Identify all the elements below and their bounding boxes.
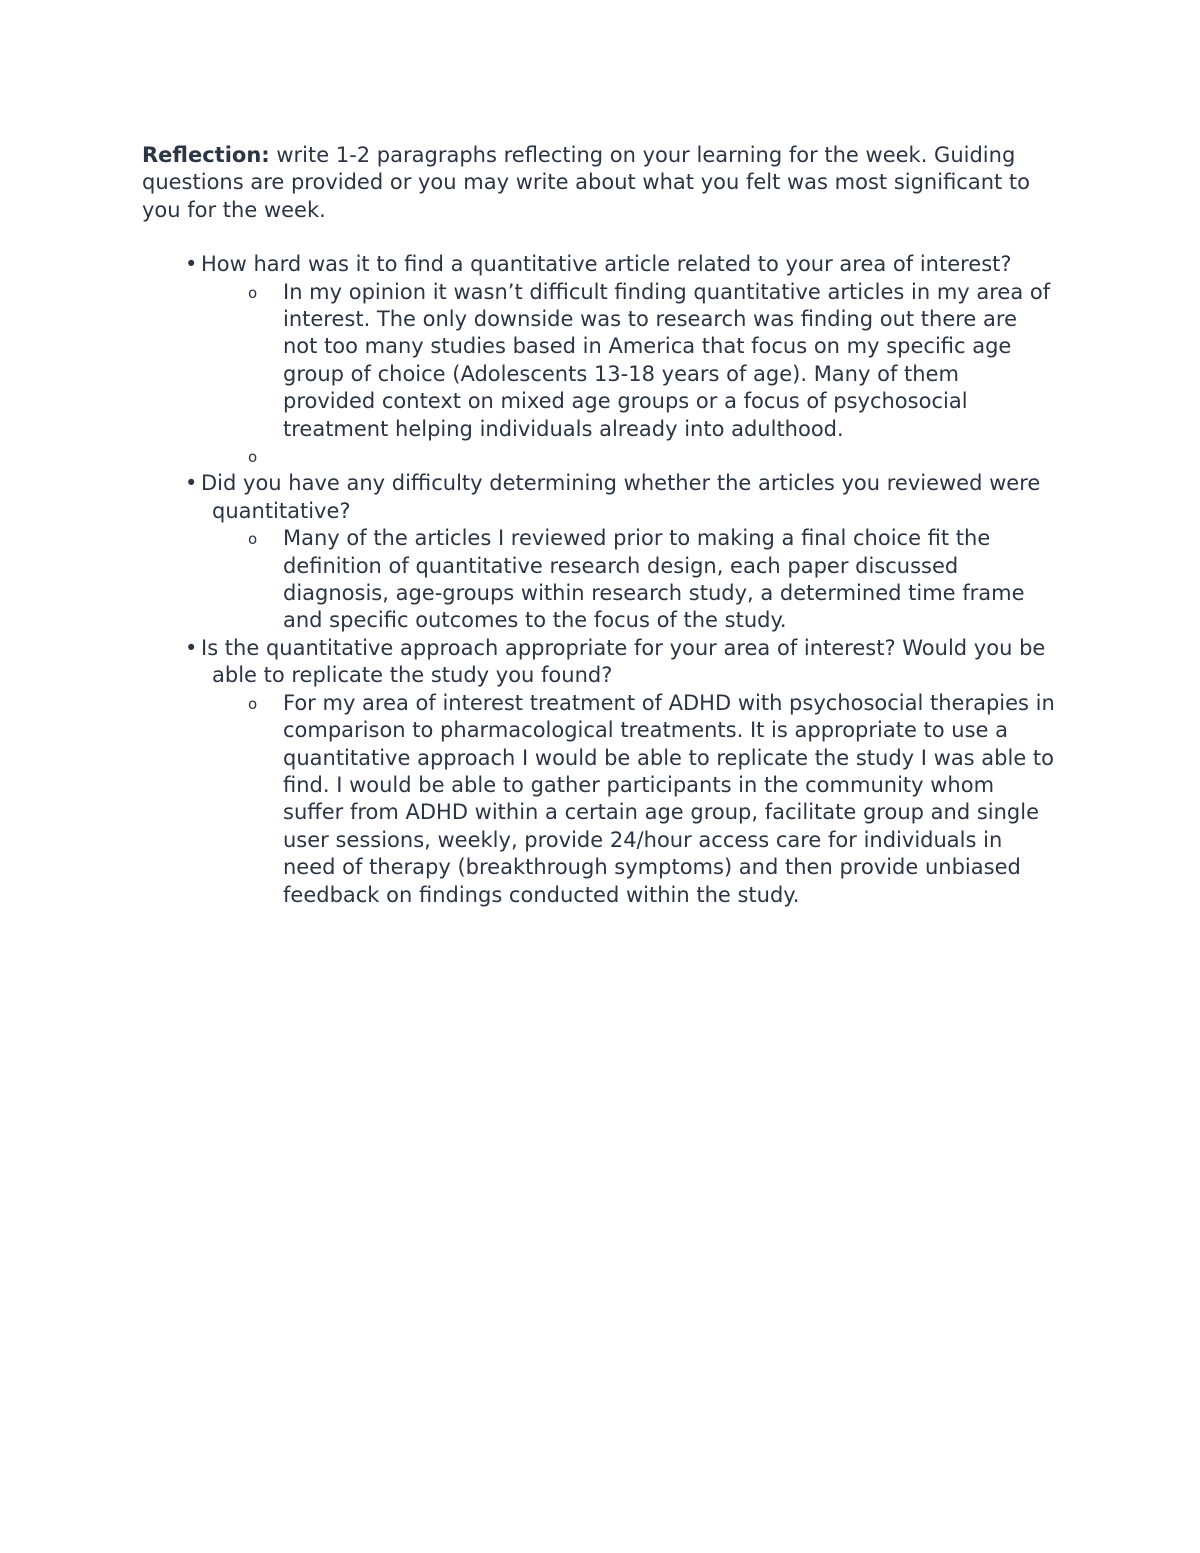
- answer-text: For my area of interest treatment of ADHD with psychosocial therapies in comparison to pharmacological treatments. It is appropriate to use a quantitative approach I would be able to replicate the study I was able to find. I would be able to gather participants in the community whom suffer from ADHD within a certain age group, facilitate group and single user sessions, weekly, provide 24/hour access care for individuals in need of therapy (breakthrough symptoms) and then provide unbiased feedback on findings conducted within the study.: [283, 690, 1055, 907]
- question-item: [142, 470, 1057, 525]
- empty-answer-item: [142, 443, 1057, 470]
- bullet-icon: •: [185, 635, 198, 660]
- circle-bullet-icon: o: [248, 694, 258, 713]
- document-body: [142, 142, 1057, 909]
- reflection-intro: [142, 142, 1057, 224]
- answer-item: [142, 279, 1057, 443]
- question-text: How hard was it to find a quantitative article related to your area of interest?: [201, 252, 1012, 277]
- answer-item: [142, 525, 1057, 635]
- question-text: Is the quantitative approach appropriate for your area of interest? Would you be able to replicate the study you found?: [201, 635, 1046, 688]
- bullet-icon: •: [185, 471, 198, 496]
- answer-text: Many of the articles I reviewed prior to making a final choice fit the definition of quantitative research design, each paper discussed diagnosis, age-groups within research study, a determined time frame and specific outcomes to the focus of the study.: [283, 526, 1025, 633]
- answer-item: [142, 690, 1057, 909]
- question-item: [142, 635, 1057, 690]
- circle-bullet-icon: o: [248, 283, 258, 302]
- question-text: Did you have any difficulty determining whether the articles you reviewed were quantitative?: [201, 471, 1041, 523]
- reflection-label: Reflection:: [142, 143, 270, 167]
- bullet-icon: •: [185, 252, 198, 277]
- answer-text: In my opinion it wasn’t difficult finding quantitative articles in my area of interest. The only downside was to research was finding out there are not too many studies based in America that focus on my specific age group of choice (Adolescents 13-18 years of age). Many of them provided context on mixed age groups or a focus of psychosocial treatment helping individuals already into adulthood.: [283, 279, 1051, 441]
- question-item: [142, 251, 1057, 278]
- reflection-instructions: write 1-2 paragraphs reflecting on your learning for the week. Guiding questions are provided or you may write about what you felt was most significant to you for the week.: [142, 143, 1031, 222]
- circle-bullet-icon: o: [248, 448, 258, 467]
- circle-bullet-icon: o: [248, 530, 258, 549]
